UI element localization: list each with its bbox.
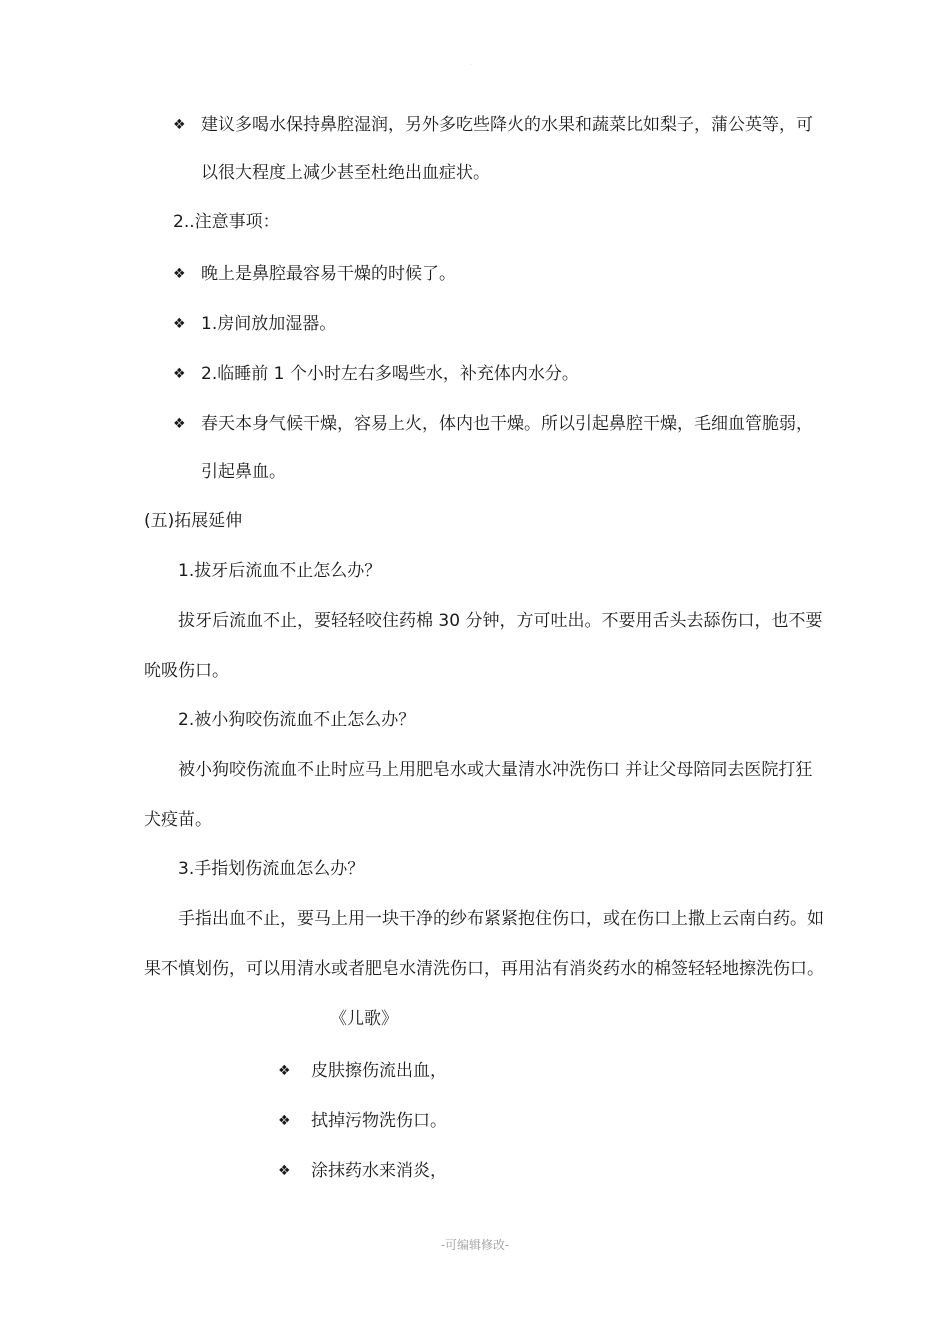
notes-heading: 2..注意事项： — [173, 212, 280, 232]
section-heading: (五)拓展延伸 — [144, 511, 243, 531]
tip-item-line: 以很大程度上减少甚至杜绝出血症状。 — [201, 163, 490, 183]
notes-item: 春天本身气候干燥，容易上火，体内也干燥。所以引起鼻腔干燥，毛细血管脆弱， — [201, 414, 813, 434]
bullet-icon: ❖ — [173, 117, 186, 133]
song-line: 拭掉污物洗伤口。 — [311, 1111, 447, 1131]
question: 3.手指划伤流血怎么办？ — [178, 859, 365, 879]
question: 1.拔牙后流血不止怎么办？ — [178, 561, 382, 581]
question: 2.被小狗咬伤流血不止怎么办？ — [178, 710, 416, 730]
answer-line: 犬疫苗。 — [144, 810, 212, 830]
bullet-icon: ❖ — [278, 1163, 291, 1179]
top-mark: . — [470, 60, 472, 67]
notes-item: 1.房间放加湿器。 — [201, 314, 337, 334]
answer-line: 手指出血不止，要马上用一块干净的纱布紧紧抱住伤口，或在伤口上撒上云南白药。如 — [178, 909, 824, 929]
bullet-icon: ❖ — [278, 1113, 291, 1129]
answer-line: 拔牙后流血不止，要轻轻咬住药棉 30 分钟，方可吐出。不要用舌头去舔伤口，也不要 — [178, 611, 823, 631]
song-line: 涂抹药水来消炎， — [311, 1161, 447, 1181]
answer-line: 果不慎划伤，可以用清水或者肥皂水清洗伤口，再用沾有消炎药水的棉签轻轻地擦洗伤口。 — [144, 959, 824, 979]
notes-item: 引起鼻血。 — [201, 462, 286, 482]
notes-item: 2.临睡前 1 个小时左右多喝些水，补充体内水分。 — [201, 364, 579, 384]
bullet-icon: ❖ — [173, 366, 186, 382]
page-footer: -可编辑修改- — [440, 1238, 510, 1252]
tip-item-line: 建议多喝水保持鼻腔湿润，另外多吃些降火的水果和蔬菜比如梨子，蒲公英等，可 — [201, 115, 813, 135]
song-title: 《儿歌》 — [330, 1009, 398, 1029]
bullet-icon: ❖ — [173, 266, 186, 282]
answer-line: 被小狗咬伤流血不止时应马上用肥皂水或大量清水冲洗伤口 并让父母陪同去医院打狂 — [178, 760, 813, 780]
bullet-icon: ❖ — [173, 416, 186, 432]
bullet-icon: ❖ — [278, 1063, 291, 1079]
bullet-icon: ❖ — [173, 316, 186, 332]
notes-item: 晚上是鼻腔最容易干燥的时候了。 — [201, 264, 456, 284]
song-line: 皮肤擦伤流出血， — [311, 1061, 447, 1081]
answer-line: 吮吸伤口。 — [144, 661, 229, 681]
